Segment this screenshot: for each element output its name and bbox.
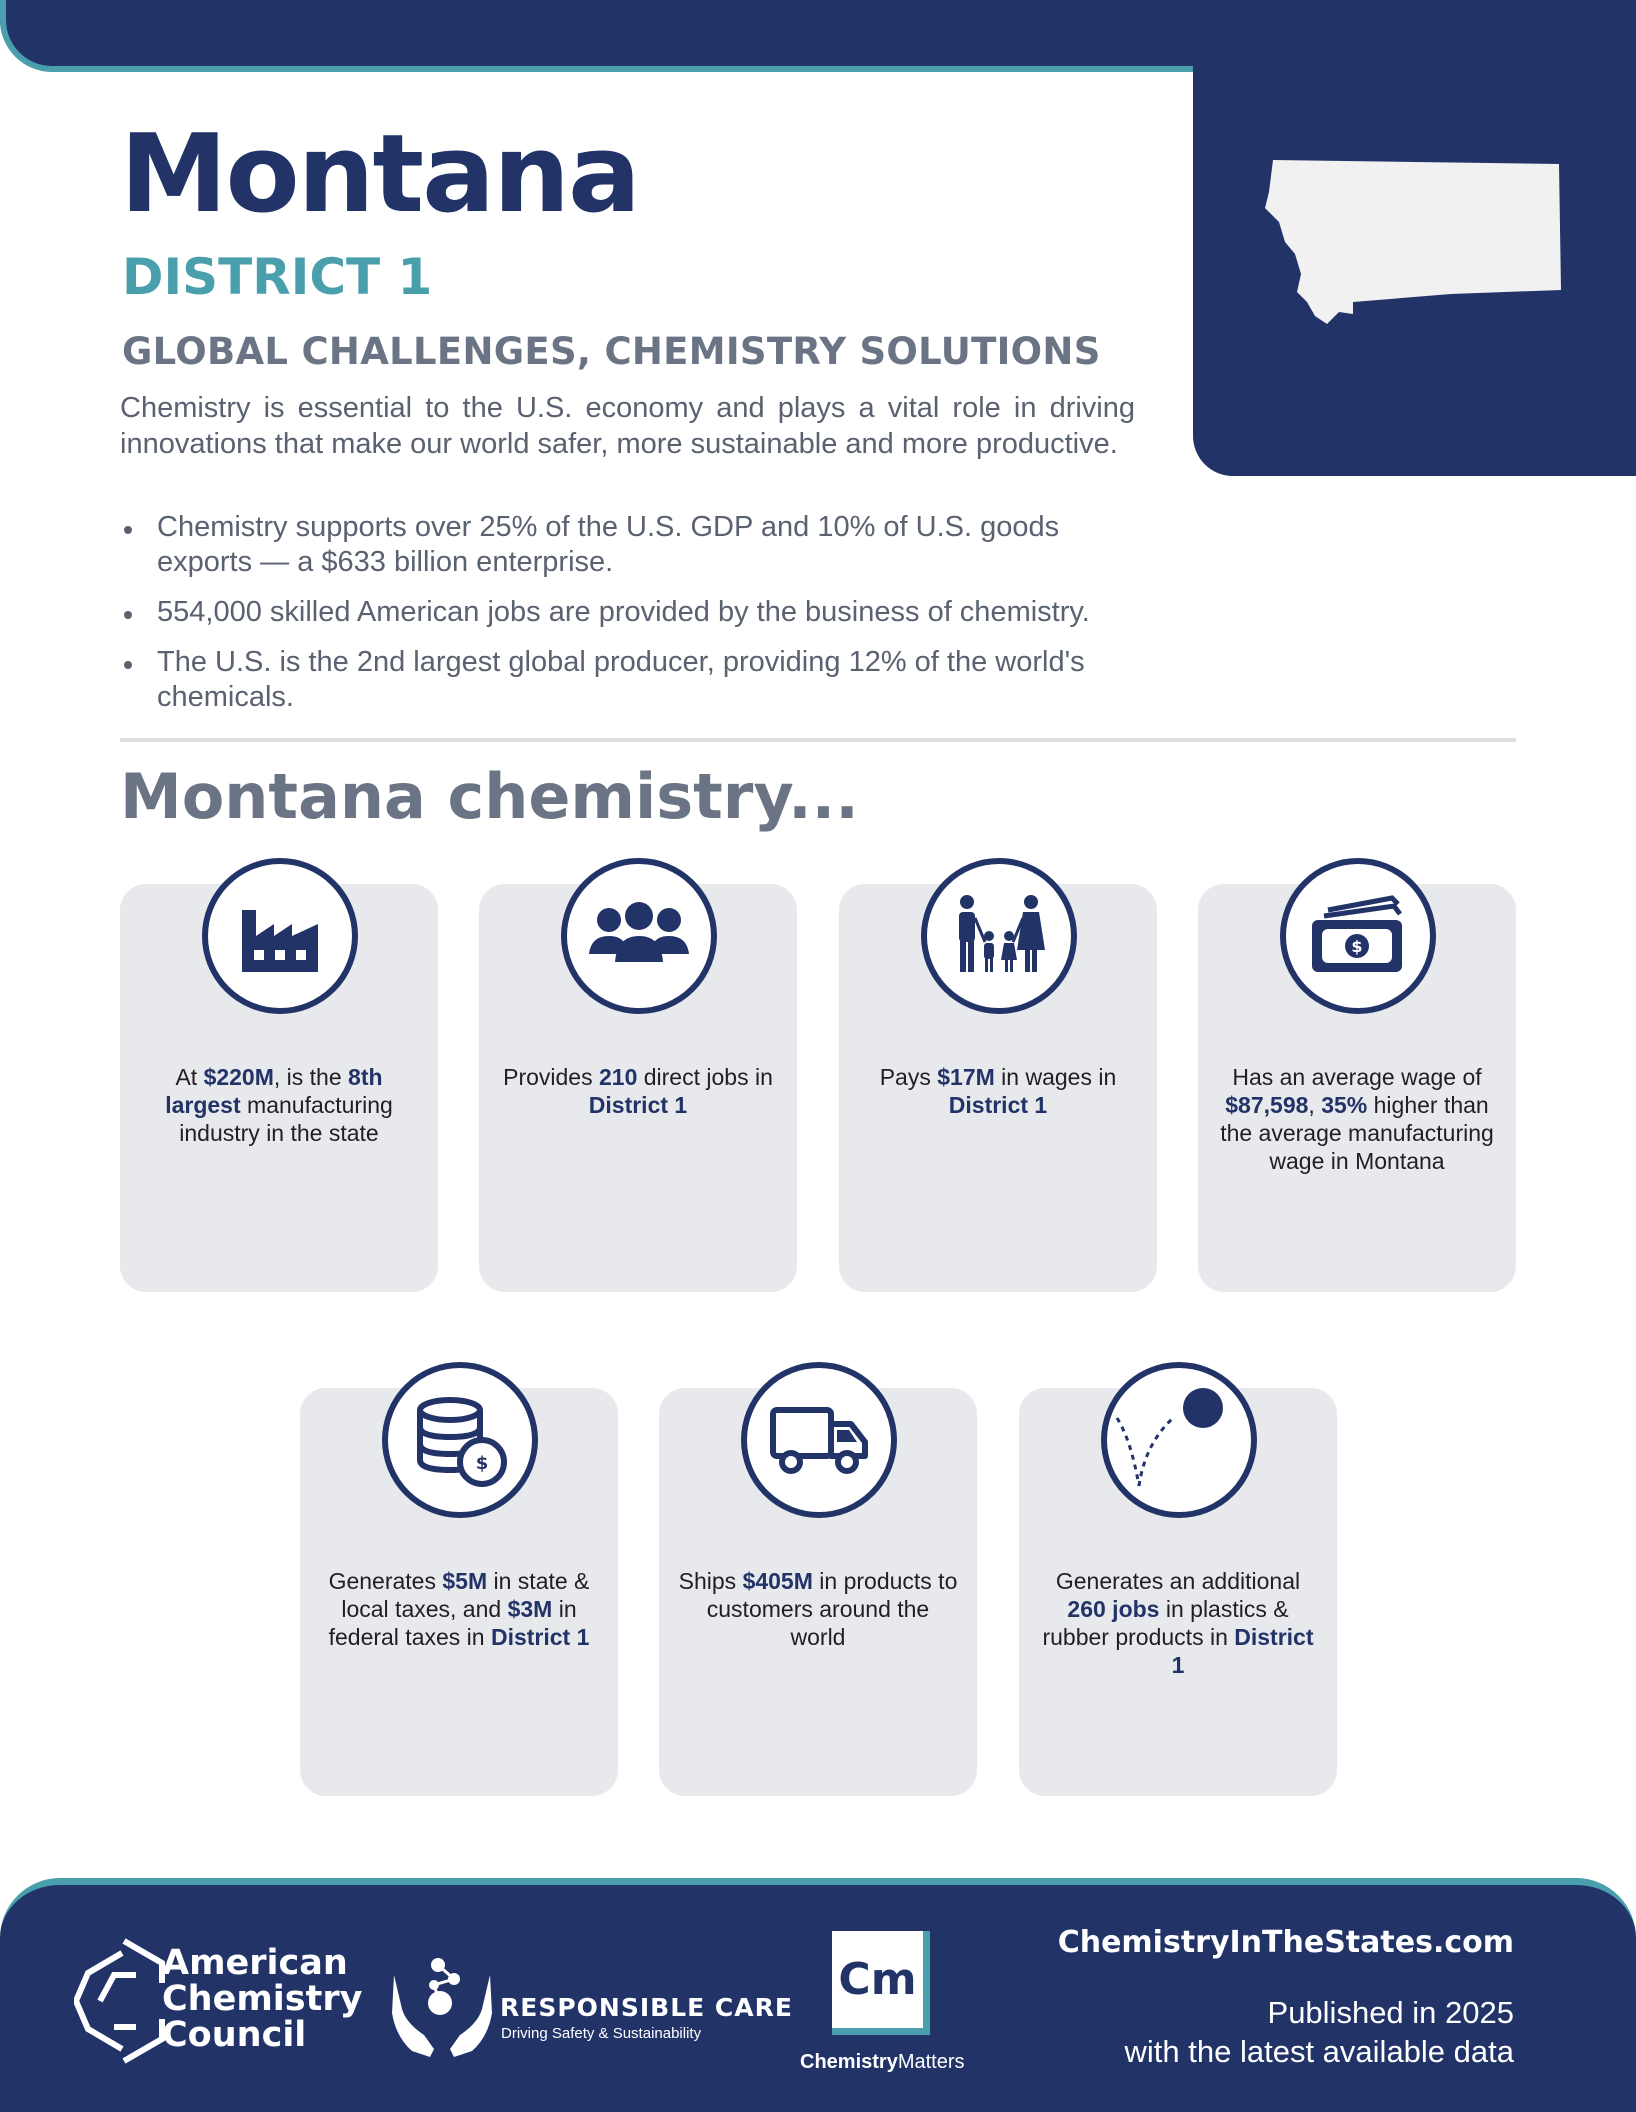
people-group-icon — [561, 858, 717, 1014]
stat-card-text: Has an average wage of $87,598, 35% higher than the average manufacturing wage in Montana — [1220, 1064, 1494, 1174]
responsible-care-hands-icon — [390, 1953, 494, 2059]
stat-card-text: Generates $5M in state & local taxes, and $3M in federal taxes in District 1 — [328, 1568, 590, 1650]
fact-item: The U.S. is the 2nd largest global producer, providing 12% of the world's chemicals. — [120, 645, 1150, 715]
money-stack-icon — [1280, 858, 1436, 1014]
svg-text:$: $ — [1351, 937, 1363, 956]
chemistry-matters-logo: Cm — [832, 1931, 930, 2035]
section-heading: GLOBAL CHALLENGES, CHEMISTRY SOLUTIONS — [122, 330, 1101, 373]
section-divider — [120, 738, 1516, 742]
district-label: DISTRICT 1 — [122, 248, 433, 306]
fact-list — [120, 510, 1150, 730]
acc-hexagon-logo-icon — [74, 1931, 174, 2071]
stat-card-text: Provides 210 direct jobs in District 1 — [503, 1064, 773, 1118]
stats-subtitle: Montana chemistry... — [120, 760, 859, 833]
svg-text:$: $ — [475, 1453, 489, 1474]
family-icon — [921, 858, 1077, 1014]
responsible-care-tagline: Driving Safety & Sustainability — [501, 2025, 702, 2042]
responsible-care-title: RESPONSIBLE CARE — [500, 1993, 793, 2022]
chemistry-matters-text: ChemistryMatters — [800, 2051, 965, 2073]
fact-item: Chemistry supports over 25% of the U.S. GDP and 10% of U.S. goods exports — a $633 billion enterprise. — [120, 510, 1150, 580]
page-title: Montana — [120, 112, 639, 237]
truck-icon — [741, 1362, 897, 1518]
state-map-panel — [1193, 0, 1636, 476]
published-note: Published in 2025 with the latest available data — [1124, 1995, 1514, 2069]
montana-map-icon — [1261, 150, 1581, 340]
intro-paragraph: Chemistry is essential to the U.S. economy and plays a vital role in driving innovations that make our world safer, more sustainable and more productive. — [120, 392, 1135, 460]
bouncing-ball-icon — [1101, 1362, 1257, 1518]
website-link[interactable]: ChemistryInTheStates.com — [1057, 1925, 1514, 1960]
stat-card-text: Ships $405M in products to customers around the world — [678, 1568, 958, 1650]
footer — [0, 1878, 1636, 2112]
stat-card-text: Pays $17M in wages in District 1 — [879, 1064, 1117, 1118]
acc-logo-text: American Chemistry Council — [162, 1943, 363, 2055]
top-banner-accent — [0, 0, 1200, 72]
factory-icon — [202, 858, 358, 1014]
coins-icon — [382, 1362, 538, 1518]
stat-card-text: Generates an additional 260 jobs in plastics & rubber products in District 1 — [1042, 1568, 1314, 1678]
fact-item: 554,000 skilled American jobs are provided by the business of chemistry. — [120, 595, 1150, 630]
stat-card-text: At $220M, is the 8th largest manufacturing industry in the state — [165, 1064, 393, 1146]
